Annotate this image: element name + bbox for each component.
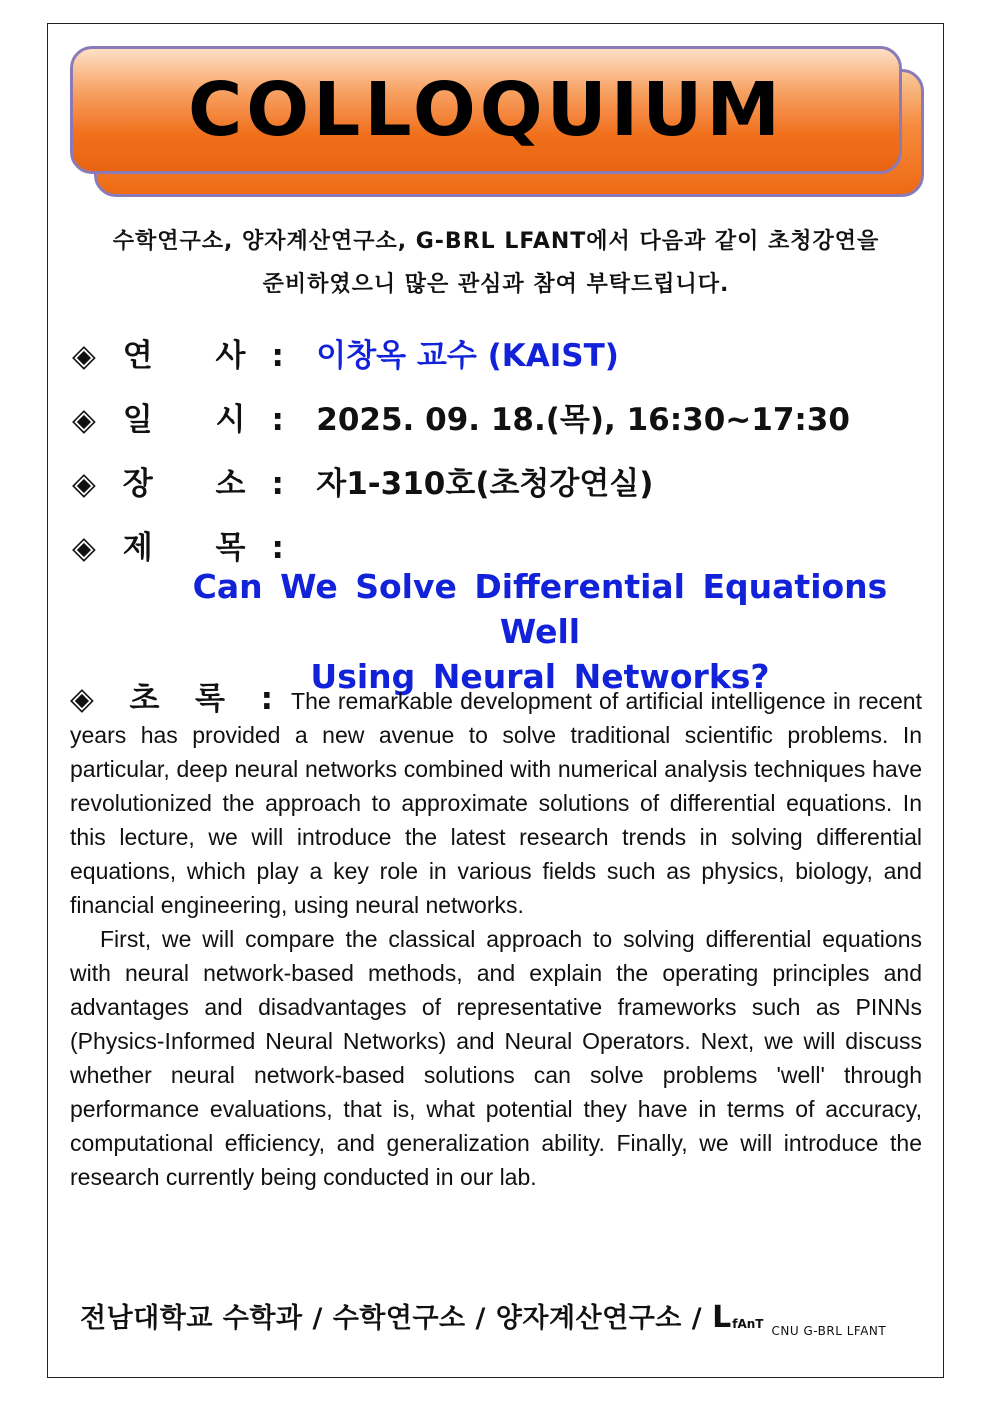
diamond-bullet-icon: ◈ [72, 338, 96, 374]
colon: : [271, 338, 284, 374]
talk-title [160, 564, 920, 699]
abstract [70, 682, 922, 1194]
talk-title-line-2: Using Neural Networks? [310, 657, 770, 696]
colon: : [271, 402, 284, 438]
speaker-row [72, 330, 619, 375]
abstract-label: 초 록 [129, 681, 237, 717]
place-value: 자1-310호(초청강연실) [316, 466, 654, 502]
datetime-value: 2025. 09. 18.(목), 16:30~17:30 [316, 402, 850, 438]
abstract-text-1: The remarkable development of artificial intelligence in recent years has provided a new avenue to solve traditional scientific problems. In particular, deep neural networks combined with numerical analysis techniques have revolutionized the approach to approximate solutions of differential equations. In this lecture, we will introduce the latest research trends in solving differential equations, which play a key role in various fields such as physics, biology, and financial engineering, using neural networks. [70, 688, 922, 918]
footer [80, 1290, 920, 1340]
logo-letter: L [712, 1300, 732, 1335]
diamond-bullet-icon: ◈ [70, 681, 106, 717]
intro-text [70, 220, 922, 306]
speaker-label: 연 사 [122, 338, 272, 374]
footer-tag: CNU G-BRL LFANT [771, 1324, 887, 1338]
abstract-colon: : [260, 681, 286, 717]
lfant-logo [712, 1297, 763, 1333]
banner-title: COLLOQUIUM [187, 67, 785, 153]
colon: : [271, 530, 284, 566]
place-label: 장 소 [122, 466, 272, 502]
abstract-paragraph-2: First, we will compare the classical approach to solving differential equations with neural network-based methods, and explain the operating principles and advantages and disadvantages of representative frameworks such as PINNs (Physics-Informed Neural Networks) and Neural Operators. Next, we will discuss whether neural network-based solutions can solve problems 'well' through performance evaluations, that is, what potential they have in terms of accuracy, computational efficiency, and generalization ability. Finally, we will introduce the research currently being conducted in our lab. [70, 926, 922, 1190]
topic-row [72, 522, 305, 567]
title-banner [70, 46, 902, 174]
diamond-bullet-icon: ◈ [72, 402, 96, 438]
diamond-bullet-icon: ◈ [72, 530, 96, 566]
abstract-paragraph-1 [70, 682, 922, 922]
datetime-label: 일 시 [122, 402, 272, 438]
datetime-row [72, 394, 850, 439]
abstract-heading [70, 681, 285, 717]
logo-small-text: fAnT [732, 1317, 764, 1331]
diamond-bullet-icon: ◈ [72, 466, 96, 502]
topic-label: 제 목 [122, 530, 272, 566]
intro-line-2: 준비하였으니 많은 관심과 참여 부탁드립니다. [262, 272, 730, 297]
footer-text: 전남대학교 수학과 / 수학연구소 / 양자계산연구소 / [80, 1302, 703, 1334]
place-row [72, 458, 653, 503]
talk-title-line-1: Can We Solve Differential Equations Well [192, 567, 888, 651]
intro-line-1: 수학연구소, 양자계산연구소, G-BRL LFANT에서 다음과 같이 초청강연을 [112, 229, 880, 254]
speaker-value: 이창옥 교수 (KAIST) [316, 338, 619, 374]
colon: : [271, 466, 284, 502]
